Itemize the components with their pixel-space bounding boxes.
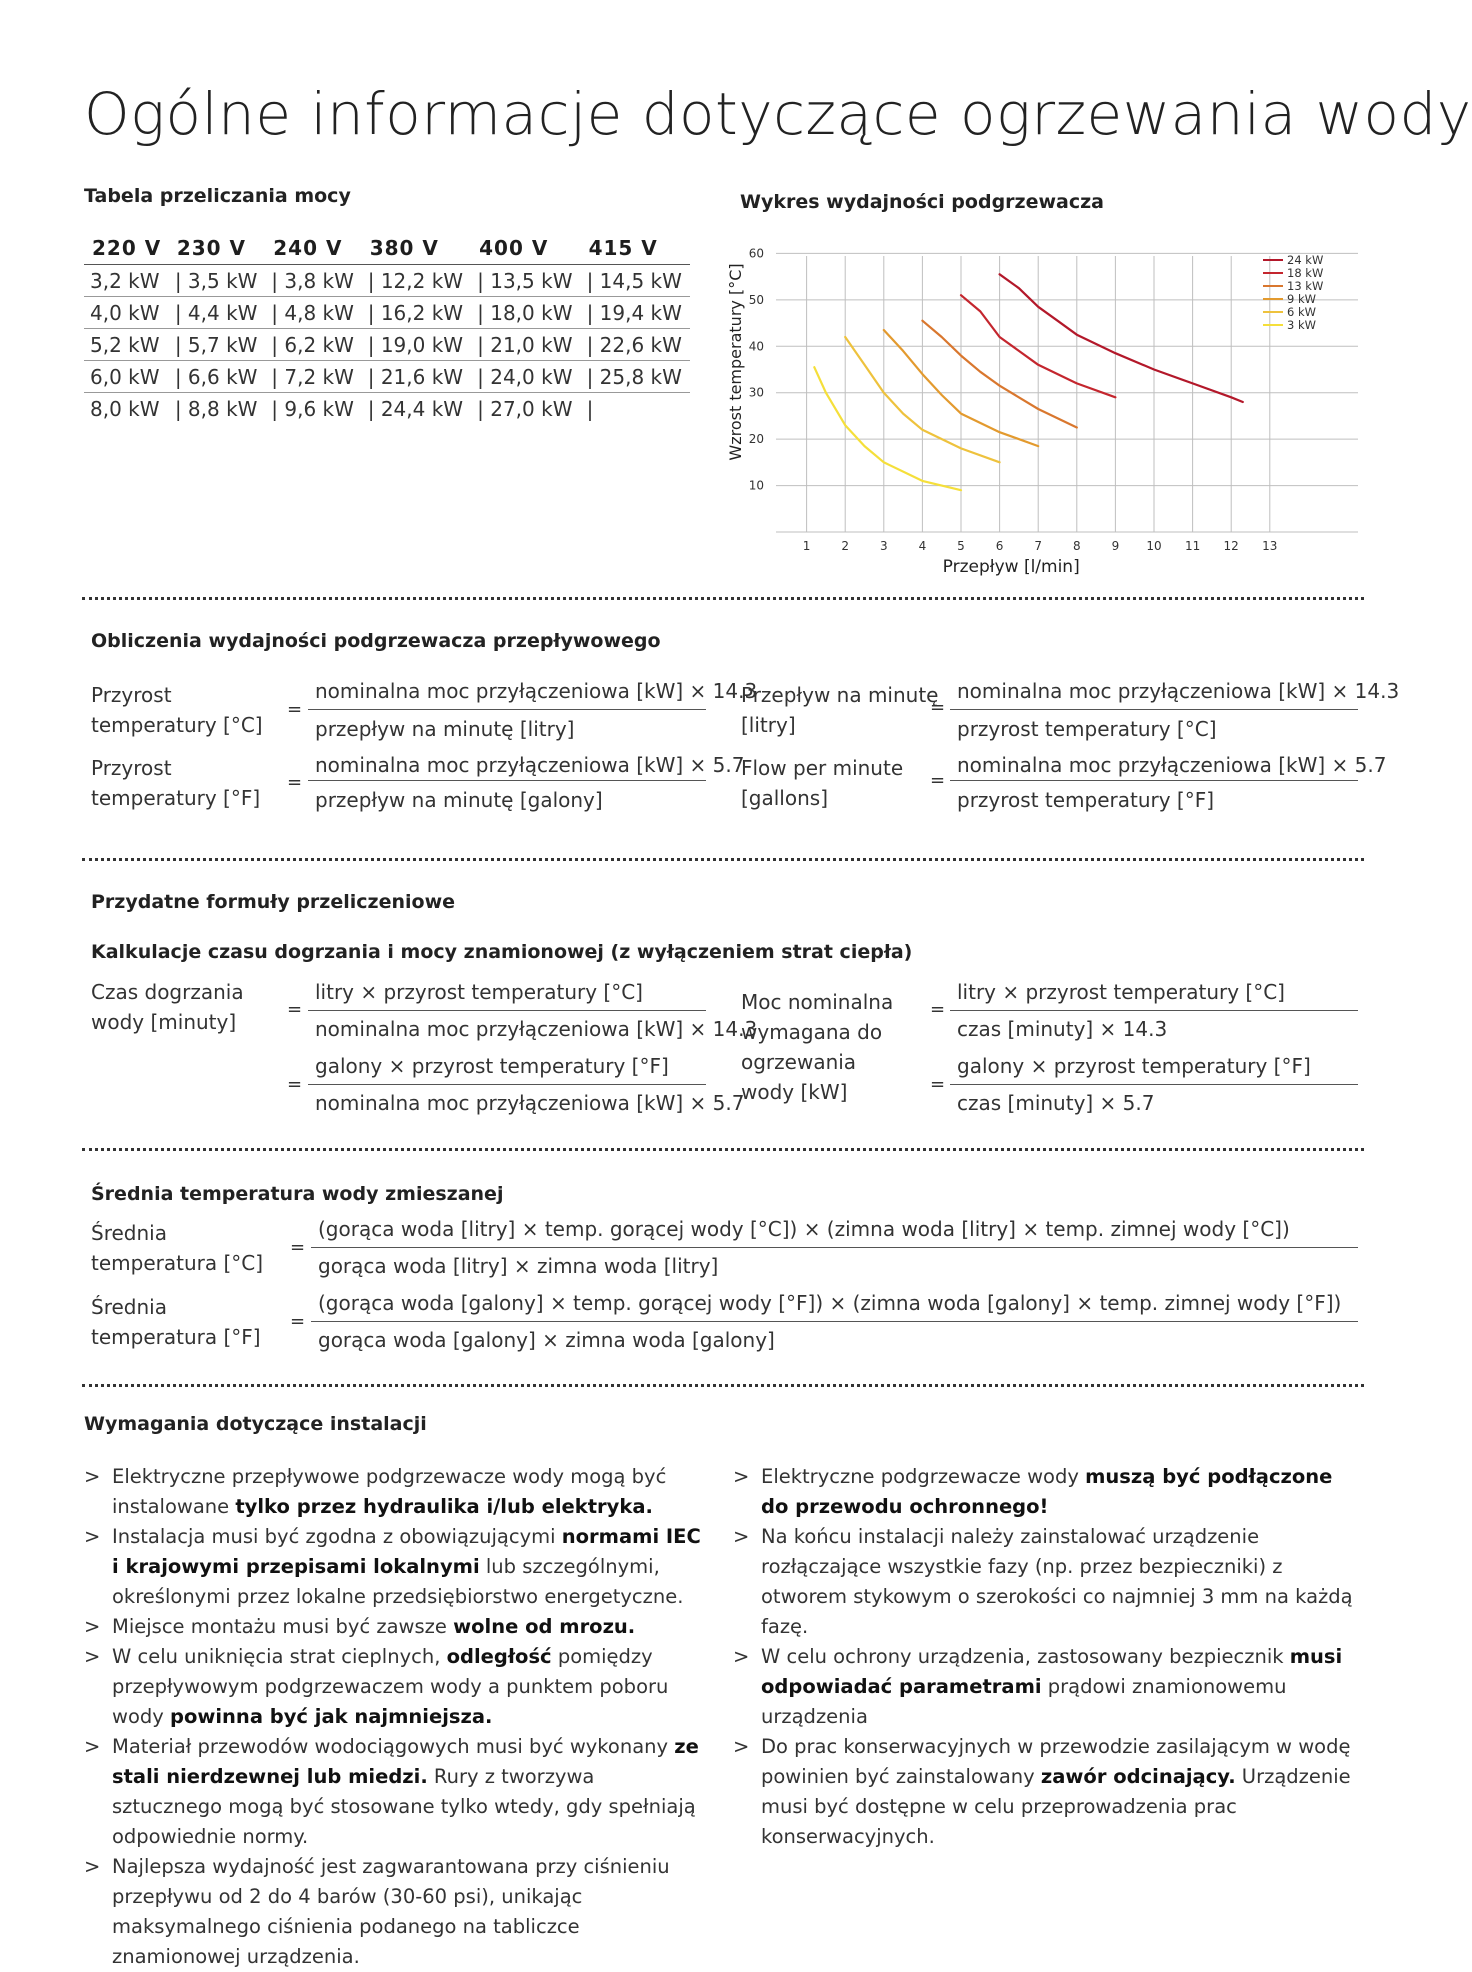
bold-text: ze stali nierdzewnej lub miedzi. — [112, 1735, 699, 1788]
formula-denominator: przepływ na minutę [galony] — [315, 788, 603, 812]
useful-subheading: Kalkulacje czasu dogrzania i mocy znamionowej (z wyłączeniem strat ciepła) — [91, 941, 913, 963]
legend-label: 9 kW — [1287, 292, 1317, 306]
list-item — [733, 1462, 1363, 1522]
fraction-line — [950, 1010, 1358, 1011]
table-cell: | 19,4 kW — [581, 297, 690, 329]
formula-numerator: nominalna moc przyłączeniowa [kW] × 5.7 — [315, 753, 745, 777]
bullet-marker: > — [733, 1465, 750, 1488]
table-row — [84, 297, 690, 329]
table-row — [84, 361, 690, 393]
table-cell: | 7,2 kW — [265, 361, 361, 393]
table-cell: | 5,7 kW — [169, 329, 265, 361]
x-tick-label: 3 — [879, 539, 888, 553]
fraction-line — [950, 1084, 1358, 1085]
table-cell: 3,2 kW — [84, 265, 169, 297]
requirements-right-list — [733, 1462, 1363, 1852]
table-cell: | 21,6 kW — [362, 361, 471, 393]
table-row — [84, 329, 690, 361]
mixed-heading: Średnia temperatura wody zmieszanej — [91, 1183, 504, 1205]
formula-denominator: czas [minuty] × 5.7 — [957, 1091, 1155, 1115]
fraction-line — [308, 780, 706, 781]
text-segment: lub szczególnymi, określonymi przez lokalne przedsiębiorstwo energetyczne. — [112, 1555, 684, 1608]
column-header: 380 V — [362, 232, 471, 265]
formula-denominator: czas [minuty] × 14.3 — [957, 1017, 1168, 1041]
series-line-3-kw — [814, 367, 961, 490]
bullet-marker: > — [84, 1465, 101, 1488]
bold-text: normami IEC i krajowymi przepisami lokalnymi — [112, 1525, 701, 1578]
requirements-heading: Wymagania dotyczące instalacji — [84, 1413, 427, 1435]
page-title: Ogólne informacje dotyczące ogrzewania wody — [84, 80, 1472, 148]
equals-sign: = — [287, 1074, 303, 1095]
bullet-marker: > — [84, 1525, 101, 1548]
conversion-table — [84, 232, 690, 425]
text-segment: W celu ochrony urządzenia, zastosowany bezpiecznik — [761, 1645, 1290, 1668]
text-segment: Urządzenie musi być dostępne w celu przeprowadzenia prac konserwacyjnych. — [761, 1765, 1351, 1848]
conversion-heading: Tabela przeliczania mocy — [84, 185, 351, 207]
formula-numerator: (gorąca woda [litry] × temp. gorącej wody [°C]) × (zimna woda [litry] × temp. zimnej wody [°C]) — [318, 1217, 1290, 1241]
text-segment: Instalacja musi być zgodna z obowiązującymi — [112, 1525, 562, 1548]
x-tick-label: 7 — [1034, 539, 1043, 553]
x-tick-label: 4 — [918, 539, 927, 553]
x-tick-label: 6 — [995, 539, 1004, 553]
bullet-marker: > — [733, 1645, 750, 1668]
text-segment: Elektryczne podgrzewacze wody — [761, 1465, 1086, 1488]
column-header: 230 V — [169, 232, 265, 265]
table-cell: | 3,5 kW — [169, 265, 265, 297]
formula-label: Średnia temperatura [°F] — [91, 1295, 261, 1349]
table-cell: | 6,2 kW — [265, 329, 361, 361]
fraction-line — [308, 1010, 706, 1011]
text-segment: Rury z tworzywa sztucznego mogą być stosowane tylko wtedy, gdy spełniają odpowiednie normy. — [112, 1765, 696, 1848]
y-tick-label: 60 — [748, 246, 764, 261]
y-tick-label: 30 — [748, 385, 764, 400]
bold-text: odległość — [446, 1645, 552, 1668]
fraction-line — [950, 780, 1358, 781]
table-cell: 4,0 kW — [84, 297, 169, 329]
text-segment: W celu uniknięcia strat cieplnych, — [112, 1645, 447, 1668]
x-tick-label: 12 — [1223, 539, 1239, 553]
equals-sign: = — [287, 699, 303, 720]
x-tick-label: 9 — [1111, 539, 1120, 553]
bullet-marker: > — [84, 1855, 101, 1878]
fraction-line — [311, 1321, 1358, 1322]
table-cell: | 21,0 kW — [471, 329, 580, 361]
formula-label: Czas dogrzania wody [minuty] — [91, 980, 244, 1034]
formula-label: Średnia temperatura [°C] — [91, 1221, 264, 1275]
table-cell: | 16,2 kW — [362, 297, 471, 329]
chart-heading: Wykres wydajności podgrzewacza — [740, 191, 1104, 213]
formula-denominator: przepływ na minutę [litry] — [315, 717, 575, 741]
equals-sign: = — [290, 1311, 306, 1332]
x-tick-label: 10 — [1146, 539, 1162, 553]
bullet-marker: > — [84, 1735, 101, 1758]
formula-label: Moc nominalna wymagana do ogrzewania wody [kW] — [741, 990, 894, 1104]
fraction-line — [308, 1084, 706, 1085]
x-axis-label: Przepływ [l/min] — [942, 557, 1080, 577]
x-tick-label: 13 — [1262, 539, 1278, 553]
formula-denominator: nominalna moc przyłączeniowa [kW] × 14.3 — [315, 1017, 758, 1041]
formula-numerator: litry × przyrost temperatury [°C] — [957, 980, 1285, 1004]
column-header: 415 V — [581, 232, 690, 265]
table-cell: | 22,6 kW — [581, 329, 690, 361]
table-cell: | 14,5 kW — [581, 265, 690, 297]
flow-calc-heading: Obliczenia wydajności podgrzewacza przepływowego — [91, 630, 661, 652]
list-item — [84, 1522, 704, 1612]
y-tick-label: 10 — [748, 478, 764, 493]
y-tick-label: 20 — [748, 432, 764, 447]
legend-label: 3 kW — [1287, 318, 1317, 332]
equals-sign: = — [290, 1237, 306, 1258]
table-cell: | 3,8 kW — [265, 265, 361, 297]
table-cell: | 4,8 kW — [265, 297, 361, 329]
list-item — [84, 1732, 704, 1852]
fraction-line — [311, 1247, 1358, 1248]
equals-sign: = — [287, 999, 303, 1020]
table-cell: | 25,8 kW — [581, 361, 690, 393]
formula-numerator: litry × przyrost temperatury [°C] — [315, 980, 643, 1004]
bold-text: powinna być jak najmniejsza. — [170, 1705, 493, 1728]
table-row — [84, 393, 690, 425]
formula-denominator: gorąca woda [litry] × zimna woda [litry] — [318, 1254, 719, 1278]
list-item — [84, 1642, 704, 1732]
text-segment: pomiędzy przepływowym podgrzewaczem wody a punktem poboru wody — [112, 1645, 669, 1728]
table-cell: 6,0 kW — [84, 361, 169, 393]
formula-numerator: nominalna moc przyłączeniowa [kW] × 14.3 — [957, 679, 1400, 703]
formula-denominator: gorąca woda [galony] × zimna woda [galony] — [318, 1328, 775, 1352]
table-cell: | 4,4 kW — [169, 297, 265, 329]
x-tick-label: 11 — [1184, 539, 1201, 553]
table-cell: | 6,6 kW — [169, 361, 265, 393]
fraction-line — [950, 709, 1358, 710]
y-tick-label: 50 — [748, 292, 764, 307]
y-axis-label: Wzrost temperatury [°C] — [726, 263, 745, 461]
equals-sign: = — [930, 999, 946, 1020]
table-cell: | 18,0 kW — [471, 297, 580, 329]
heater-performance-chart — [728, 232, 1368, 592]
table-cell: | 12,2 kW — [362, 265, 471, 297]
table-row — [84, 265, 690, 297]
text-segment: Najlepsza wydajność jest zagwarantowana przy ciśnieniu przepływu od 2 do 4 barów (30-60 psi), unikając maksymalnego ciśnienia podanego na tabliczce znamionowej urządzenia. — [112, 1855, 670, 1968]
formula-numerator: galony × przyrost temperatury [°F] — [957, 1054, 1311, 1078]
legend-label: 13 kW — [1287, 279, 1324, 293]
fraction-line — [308, 709, 706, 710]
x-tick-label: 2 — [841, 539, 850, 553]
table-cell: | 8,8 kW — [174, 396, 258, 421]
x-tick-label: 1 — [802, 539, 811, 553]
table-cell: | 13,5 kW — [471, 265, 580, 297]
text-segment: Miejsce montażu musi być zawsze — [112, 1615, 454, 1638]
bullet-marker: > — [84, 1615, 101, 1638]
text-segment: Materiał przewodów wodociągowych musi być wykonany — [112, 1735, 675, 1758]
list-item — [733, 1522, 1363, 1642]
bold-text: tylko przez hydraulika i/lub elektryka. — [235, 1495, 653, 1518]
table-cell: | 24,4 kW — [367, 396, 464, 421]
equals-sign: = — [287, 772, 303, 793]
formula-label: Flow per minute [gallons] — [741, 756, 904, 810]
formula-numerator: galony × przyrost temperatury [°F] — [315, 1054, 669, 1078]
dotted-divider — [82, 1148, 1364, 1151]
formula-numerator: (gorąca woda [galony] × temp. gorącej wody [°F]) × (zimna woda [galony] × temp. zimnej wody [°F]) — [318, 1291, 1342, 1315]
bold-text: musi odpowiadać parametrami — [761, 1645, 1343, 1698]
text-segment: Na końcu instalacji należy zainstalować urządzenie rozłączające wszystkie fazy (np. przez bezpieczniki) z otworem stykowym o szerokości co najmniej 3 mm na każdą fazę. — [761, 1525, 1353, 1638]
text-segment: Elektryczne przepływowe podgrzewacze wody mogą być instalowane — [112, 1465, 667, 1518]
table-cell: 5,2 kW — [84, 329, 169, 361]
table-cell: 8,0 kW — [90, 396, 160, 421]
list-item — [733, 1642, 1363, 1732]
formula-denominator: przyrost temperatury [°F] — [957, 788, 1215, 812]
x-tick-label: 5 — [957, 539, 965, 553]
legend-label: 24 kW — [1287, 253, 1324, 267]
list-item — [84, 1612, 704, 1642]
useful-heading: Przydatne formuły przeliczeniowe — [91, 891, 456, 913]
column-header: 400 V — [471, 232, 580, 265]
list-item — [733, 1732, 1363, 1852]
formula-numerator: nominalna moc przyłączeniowa [kW] × 14.3 — [315, 679, 758, 703]
formula-label: Przyrost temperatury [°F] — [91, 756, 261, 810]
bullet-marker: > — [733, 1735, 750, 1758]
text-segment: Do prac konserwacyjnych w przewodzie zasilającym w wodę powinien być zainstalowany — [761, 1735, 1351, 1788]
list-item — [84, 1852, 704, 1972]
formula-denominator: nominalna moc przyłączeniowa [kW] × 5.7 — [315, 1091, 745, 1115]
x-tick-label: 8 — [1072, 539, 1081, 553]
dotted-divider — [82, 597, 1364, 600]
column-header: 240 V — [265, 232, 361, 265]
equals-sign: = — [930, 1074, 946, 1095]
formula-denominator: przyrost temperatury [°C] — [957, 717, 1217, 741]
formula-label: Przepływ na minutę [litry] — [741, 683, 939, 737]
bold-text: wolne od mrozu. — [453, 1615, 636, 1638]
table-header-row — [84, 232, 690, 265]
table-cell: | 24,0 kW — [471, 361, 580, 393]
table-cell: | 27,0 kW — [477, 396, 573, 421]
text-segment: prądowi znamionowemu urządzenia — [761, 1675, 1287, 1728]
bold-text: muszą być podłączone do przewodu ochronnego! — [761, 1465, 1333, 1518]
dotted-divider — [82, 858, 1364, 861]
y-tick-label: 40 — [748, 339, 764, 354]
formula-numerator: nominalna moc przyłączeniowa [kW] × 5.7 — [957, 753, 1387, 777]
dotted-divider — [82, 1384, 1364, 1387]
table-cell: | — [586, 396, 594, 421]
column-header: 220 V — [84, 232, 169, 265]
requirements-left-list — [84, 1462, 704, 1972]
table-cell: | 9,6 kW — [271, 396, 354, 421]
equals-sign: = — [930, 770, 946, 791]
bullet-marker: > — [733, 1525, 750, 1548]
table-cell: | 19,0 kW — [362, 329, 471, 361]
bold-text: zawór odcinający. — [1040, 1765, 1236, 1788]
legend-label: 6 kW — [1287, 305, 1317, 319]
legend-label: 18 kW — [1287, 266, 1324, 280]
formula-label: Przyrost temperatury [°C] — [91, 683, 263, 737]
equals-sign: = — [930, 697, 946, 718]
series-line-24-kw — [1000, 274, 1243, 402]
bullet-marker: > — [84, 1645, 101, 1668]
list-item — [84, 1462, 704, 1522]
